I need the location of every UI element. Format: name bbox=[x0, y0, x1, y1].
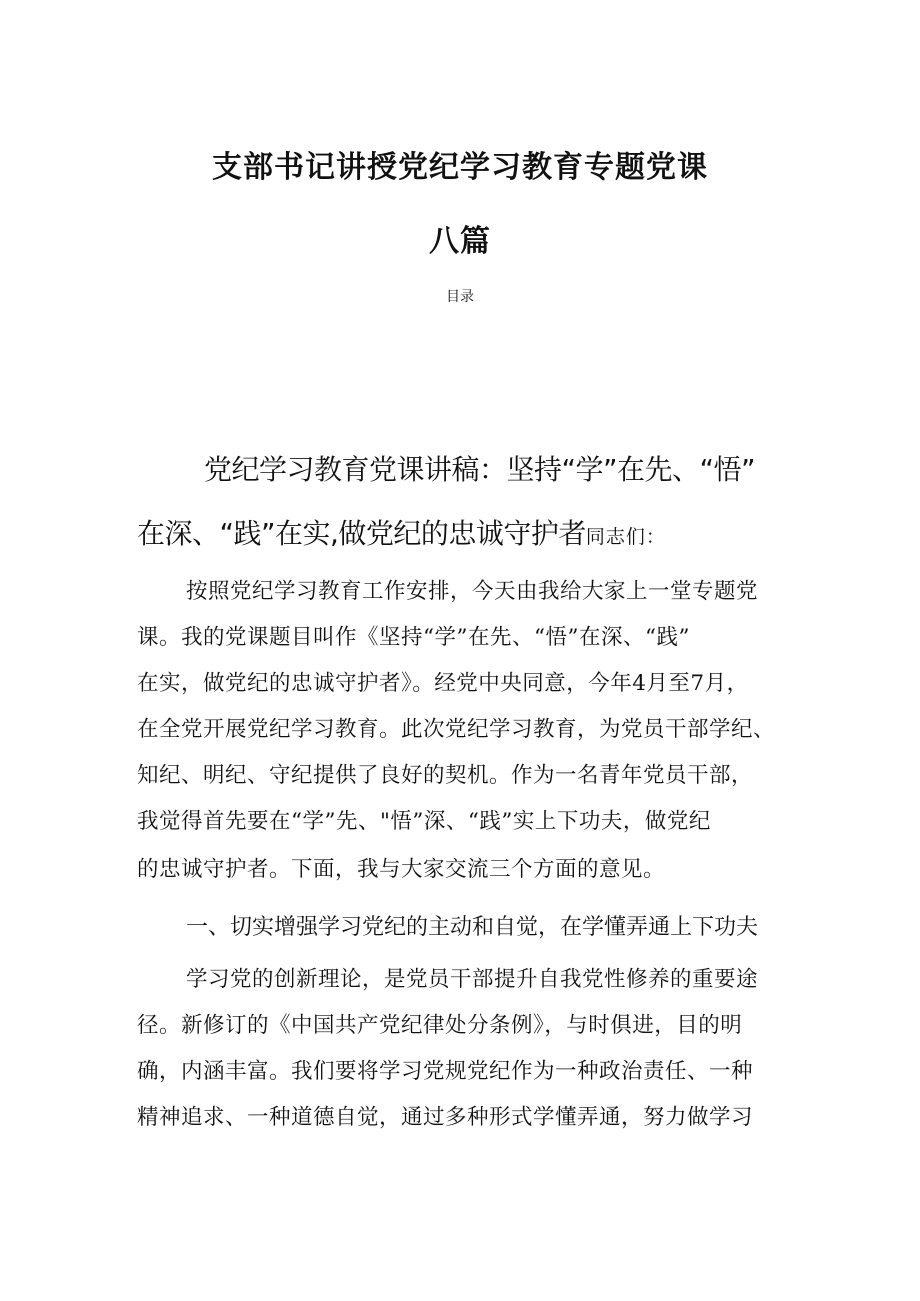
toc-label: 目录 bbox=[446, 289, 474, 305]
paragraph-1-line: 课。我的党课题目叫作《坚持“学”在先、“悟”在深、“践” bbox=[137, 625, 690, 650]
paragraph-2-line: 学习党的创新理论，是党员干部提升自我党性修养的重要途 bbox=[186, 967, 759, 992]
paragraph-1-line: 在实，做党纪的忠诚守护者》。经党中央同意，今年4月至7月， bbox=[137, 671, 749, 696]
paragraph-1-line: 的忠诚守护者。下面，我与大家交流三个方面的意见。 bbox=[137, 857, 666, 882]
article-heading-text: 在深、“践”在实,做党纪的忠诚守护者 bbox=[137, 517, 586, 550]
paragraph-1-line: 知纪、明纪、守纪提供了良好的契机。作为一名青年党员干部， bbox=[137, 763, 754, 788]
section-1-heading: 一、切实增强学习党纪的主动和自觉，在学懂弄通上下功夫 bbox=[186, 915, 759, 940]
document-title-line-2: 八篇 bbox=[429, 224, 491, 259]
paragraph-1-line: 在全党开展党纪学习教育。此次党纪学习教育，为党员干部学纪、 bbox=[137, 717, 776, 742]
document-title-line-1: 支部书记讲授党纪学习教育专题党课 bbox=[212, 150, 708, 185]
article-heading-line-2 bbox=[137, 512, 666, 552]
greeting: 同志们： bbox=[585, 526, 666, 548]
paragraph-2-line: 确，内涵丰富。我们要将学习党规党纪作为一种政治责任、一种 bbox=[137, 1059, 754, 1084]
article-heading-line-1: 党纪学习教育党课讲稿：坚持“学”在先、“悟” bbox=[204, 453, 756, 486]
paragraph-1-line: 我觉得首先要在“学”先、"悟”深、“践”实上下功夫，做党纪 bbox=[137, 809, 711, 834]
paragraph-2-line: 精神追求、一种道德自觉，通过多种形式学懂弄通，努力做学习 bbox=[137, 1105, 754, 1130]
paragraph-2-line: 径。新修订的《中国共产党纪律处分条例》，与时俱进，目的明 bbox=[137, 1013, 743, 1038]
paragraph-1-line: 按照党纪学习教育工作安排，今天由我给大家上一堂专题党 bbox=[186, 579, 759, 604]
